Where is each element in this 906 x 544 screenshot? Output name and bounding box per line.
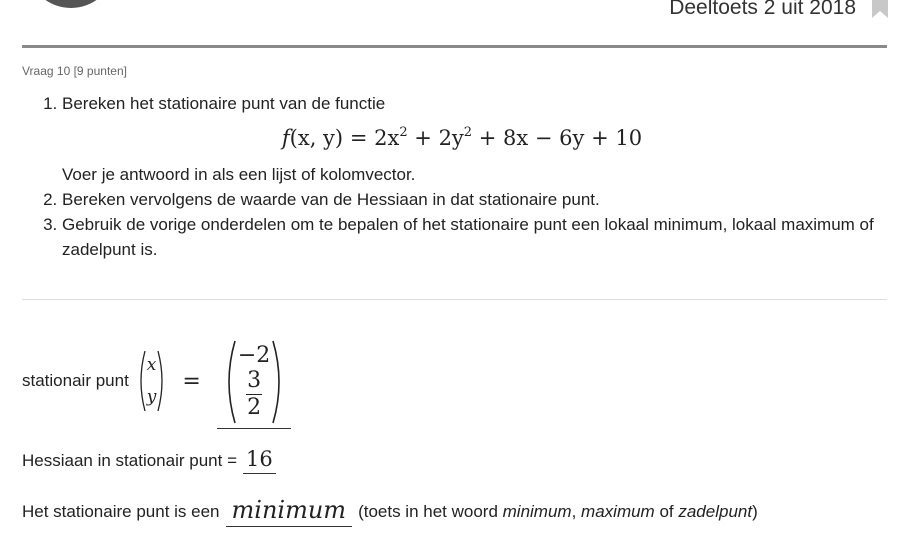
stationary-x-value: −2	[237, 343, 271, 368]
question-label: Vraag 10 [9 punten]	[22, 64, 127, 78]
fraction-numerator: 3	[247, 368, 262, 393]
formula-f: f	[281, 126, 290, 150]
formula-args: (x, y)	[289, 126, 344, 150]
question-item-1-text: Bereken het stationaire punt van de functie	[62, 94, 386, 113]
right-paren-icon	[272, 340, 285, 424]
hint-word-minimum: minimum	[502, 501, 572, 521]
section-divider	[22, 299, 887, 300]
point-type-hint	[358, 502, 758, 522]
formula-term-1: 2x	[374, 126, 400, 150]
logo	[30, 0, 112, 8]
hint-suffix: )	[752, 501, 758, 521]
question-item-1	[62, 91, 906, 187]
equals-sign: =	[182, 368, 201, 394]
left-paren-icon	[137, 350, 146, 412]
variable-vector	[137, 349, 167, 413]
hint-sep-2: of	[654, 501, 679, 521]
hessian-label: Hessiaan in stationair punt =	[22, 450, 237, 470]
fraction-denominator: 2	[247, 395, 262, 420]
hessian-row	[22, 447, 276, 474]
hint-prefix: (toets in het woord	[358, 501, 503, 521]
formula-eq: =	[349, 126, 368, 150]
formula-rest: + 8x − 6y + 10	[478, 126, 643, 150]
formula-term-1-exp: 2	[399, 125, 408, 140]
variable-vector-entries	[146, 349, 158, 413]
hint-word-zadelpunt: zadelpunt	[678, 501, 753, 521]
question-item-3	[62, 212, 906, 262]
point-type-label: Het stationaire punt is een	[22, 501, 220, 521]
header-divider	[22, 45, 887, 48]
stationary-point-entries	[236, 343, 272, 420]
formula-term-2: + 2y	[414, 126, 464, 150]
stationary-label: stationair punt	[22, 371, 129, 390]
question-item-2-text: Bereken vervolgens de waarde van de Hessiaan in dat stationaire punt.	[62, 190, 600, 209]
hint-word-maximum: maximum	[581, 501, 655, 521]
vector-symbol-x: x	[146, 355, 157, 375]
left-paren-icon	[223, 340, 236, 424]
function-formula	[62, 122, 906, 154]
stationary-point-input[interactable]	[217, 340, 291, 429]
question-item-1-subtext: Voer je antwoord in als een lijst of kolomvector.	[62, 165, 416, 184]
stationary-y-fraction	[246, 369, 262, 420]
page-title: Deeltoets 2 uit 2018	[669, 0, 856, 19]
formula-term-2-exp: 2	[463, 125, 473, 140]
vector-symbol-y: y	[146, 387, 157, 407]
point-type-input[interactable]: minimum	[226, 496, 353, 527]
hessian-input[interactable]: 16	[243, 447, 276, 474]
hint-sep-1: ,	[571, 501, 582, 521]
question-item-3-text: Gebruik de vorige onderdelen om te bepalen of het stationaire punt een lokaal minimum, lokaal maximum of zadelpunt is.	[62, 215, 874, 259]
question-list	[0, 91, 906, 262]
question-item-2	[62, 187, 906, 212]
point-type-row	[22, 496, 758, 527]
stationary-point-row	[22, 333, 291, 429]
right-paren-icon	[157, 350, 166, 412]
bookmark-icon[interactable]	[872, 0, 888, 18]
